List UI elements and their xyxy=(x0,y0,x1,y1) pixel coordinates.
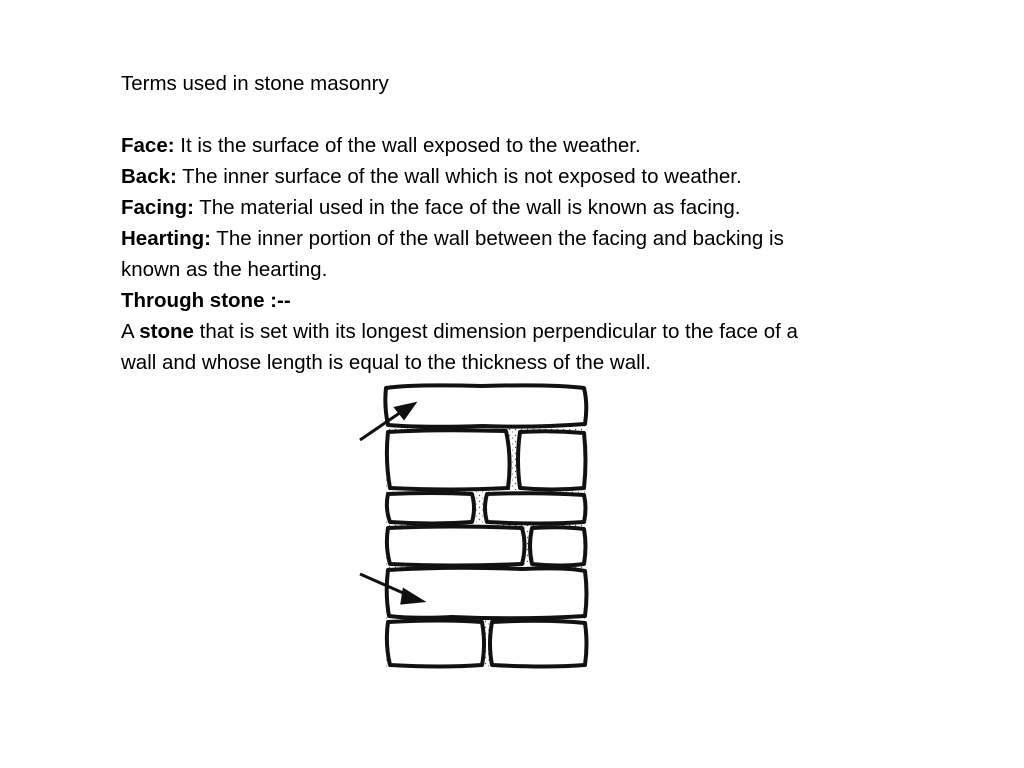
stone-wall-figure xyxy=(352,380,602,672)
stone-block xyxy=(485,493,586,523)
stone-block xyxy=(490,621,587,667)
hearting-continued: known as the hearting. xyxy=(121,258,328,281)
text-facing: The material used in the face of the wall is known as facing. xyxy=(193,196,741,219)
definition-face xyxy=(121,130,921,161)
term-face: Face: xyxy=(121,134,175,157)
stone-block xyxy=(387,527,525,566)
definition-facing xyxy=(121,192,921,223)
through-stone-heading: Through stone :-- xyxy=(121,289,291,312)
stone-block xyxy=(530,527,586,565)
through-stone-bottom xyxy=(387,568,587,619)
through-stone-rest: that is set with its longest dimension perpendicular to the face of a xyxy=(193,320,798,343)
through-stone-definition xyxy=(121,316,921,347)
term-facing: Facing: xyxy=(121,196,194,219)
text-face: It is the surface of the wall exposed to the weather. xyxy=(174,134,641,157)
slide-title: Terms used in stone masonry xyxy=(121,72,389,95)
text-back: The inner surface of the wall which is not exposed to weather. xyxy=(176,165,742,188)
text-hearting: The inner portion of the wall between the facing and backing is xyxy=(210,227,784,250)
through-stone-top xyxy=(385,385,586,426)
term-hearting: Hearting: xyxy=(121,227,211,250)
stone-block xyxy=(387,621,484,667)
term-back: Back: xyxy=(121,165,177,188)
through-stone-prefix: A xyxy=(121,320,140,343)
stone-wall-section-illustration xyxy=(352,380,602,672)
spacer xyxy=(121,99,921,130)
text-block xyxy=(121,68,921,378)
through-stone-line2: wall and whose length is equal to the thickness of the wall. xyxy=(121,351,651,374)
through-stone-bold: stone xyxy=(139,320,194,343)
stone-block xyxy=(387,493,474,524)
definition-back xyxy=(121,161,921,192)
stone-block xyxy=(518,431,586,489)
stone-block xyxy=(387,430,510,489)
definition-hearting xyxy=(121,223,921,254)
